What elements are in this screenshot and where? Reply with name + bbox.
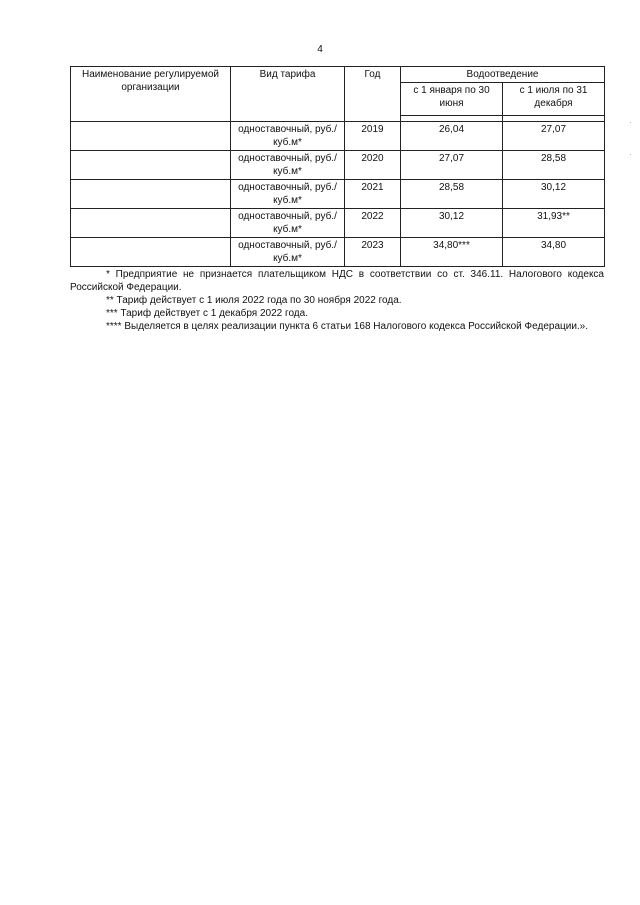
cell-organization bbox=[71, 122, 231, 151]
cell-organization bbox=[71, 209, 231, 238]
cell-organization bbox=[71, 151, 231, 180]
scan-mark: · bbox=[629, 150, 632, 159]
cell-period-2: 27,07 bbox=[503, 122, 605, 151]
cell-year: 2023 bbox=[345, 238, 401, 267]
table-row bbox=[71, 122, 605, 151]
table-row bbox=[71, 151, 605, 180]
cell-period-2: 28,58 bbox=[503, 151, 605, 180]
header-period-1: с 1 января по 30 июня bbox=[401, 83, 503, 116]
table-row bbox=[71, 180, 605, 209]
cell-period-1: 27,07 bbox=[401, 151, 503, 180]
table-row bbox=[71, 209, 605, 238]
cell-year: 2021 bbox=[345, 180, 401, 209]
tariff-table bbox=[70, 66, 605, 267]
cell-year: 2022 bbox=[345, 209, 401, 238]
cell-tariff-type: одноставочный, руб./куб.м* bbox=[231, 180, 345, 209]
scan-mark: · bbox=[629, 118, 632, 127]
cell-period-2: 30,12 bbox=[503, 180, 605, 209]
footnote-1: * Предприятие не признается плательщиком НДС в соответствии со ст. 346.11. Налогового кодекса Российской Федерации. bbox=[70, 269, 604, 293]
cell-tariff-type: одноставочный, руб./куб.м* bbox=[231, 209, 345, 238]
cell-period-2: 31,93** bbox=[503, 209, 605, 238]
header-period-2: с 1 июля по 31 декабря bbox=[503, 83, 605, 116]
footnotes bbox=[70, 268, 604, 333]
footnote-4: **** Выделяется в целях реализации пункта 6 статьи 168 Налогового кодекса Российской Федерации.». bbox=[106, 321, 589, 332]
cell-period-1: 30,12 bbox=[401, 209, 503, 238]
cell-period-2: 34,80 bbox=[503, 238, 605, 267]
table-row bbox=[71, 238, 605, 267]
cell-year: 2019 bbox=[345, 122, 401, 151]
cell-tariff-type: одноставочный, руб./куб.м* bbox=[231, 151, 345, 180]
header-service: Водоотведение bbox=[401, 67, 605, 83]
cell-period-1: 26,04 bbox=[401, 122, 503, 151]
header-tariff-type: Вид тарифа bbox=[231, 67, 345, 122]
cell-year: 2020 bbox=[345, 151, 401, 180]
cell-tariff-type: одноставочный, руб./куб.м* bbox=[231, 122, 345, 151]
header-organization: Наименование регулируемой организации bbox=[71, 67, 231, 122]
cell-period-1: 34,80*** bbox=[401, 238, 503, 267]
cell-tariff-type: одноставочный, руб./куб.м* bbox=[231, 238, 345, 267]
cell-organization bbox=[71, 238, 231, 267]
cell-period-1: 28,58 bbox=[401, 180, 503, 209]
tariff-rows bbox=[71, 122, 605, 267]
footnote-3: *** Тариф действует с 1 декабря 2022 года. bbox=[106, 308, 308, 319]
page-number: 4 bbox=[317, 44, 323, 55]
footnote-2: ** Тариф действует с 1 июля 2022 года по 30 ноября 2022 года. bbox=[106, 295, 402, 306]
header-year: Год bbox=[345, 67, 401, 122]
cell-organization bbox=[71, 180, 231, 209]
